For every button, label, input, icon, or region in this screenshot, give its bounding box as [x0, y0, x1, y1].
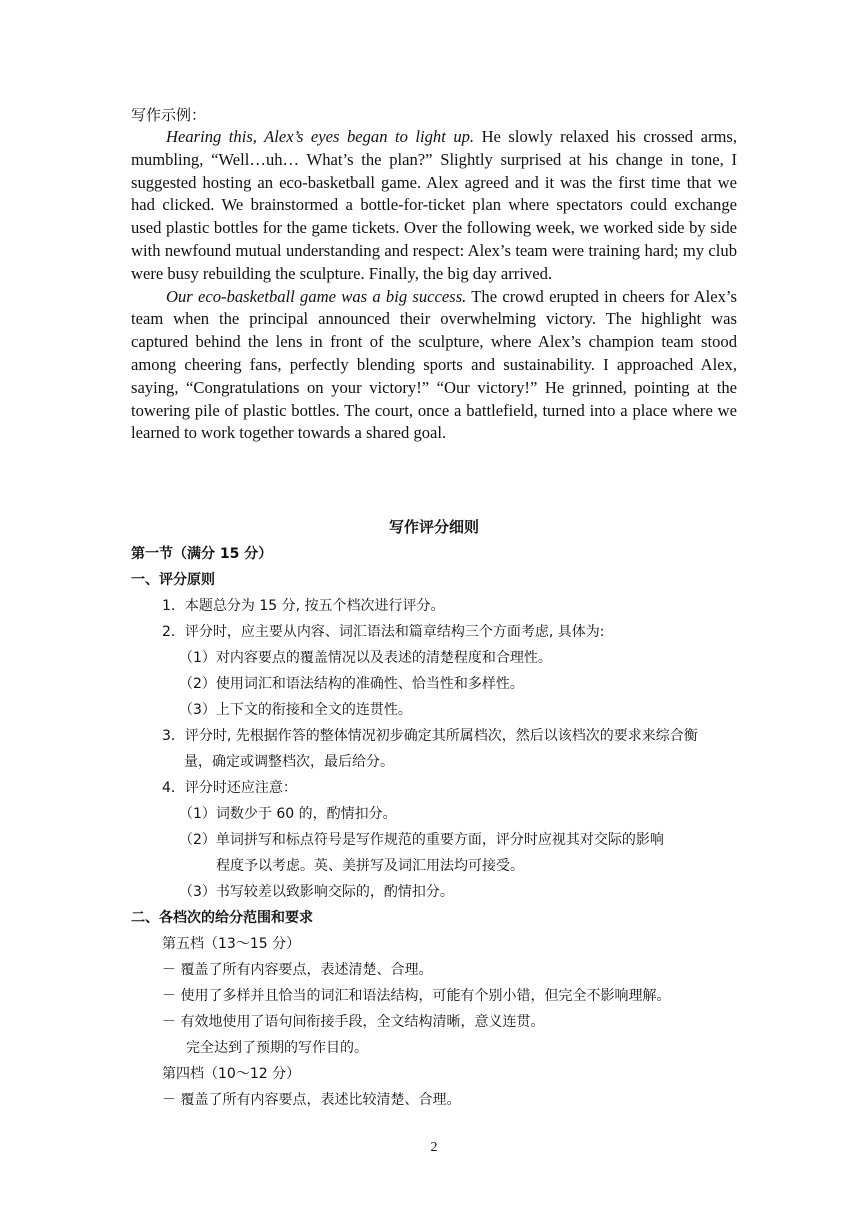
sample-essay	[131, 126, 737, 445]
sample-heading: 写作示例：	[131, 106, 207, 124]
tier-5-heading: 第五档（13～15 分）	[162, 936, 301, 952]
section-heading: 第一节（满分 15 分）	[131, 546, 273, 562]
tier-5-bullet-4: 完全达到了预期的写作目的。	[186, 1040, 368, 1056]
tier-4-heading: 第四档（10～12 分）	[162, 1066, 301, 1082]
paragraph-2-lead: Our eco-basketball game was a big success.	[166, 286, 467, 306]
part1-heading: 一、评分原则	[131, 572, 215, 588]
rule-2-item-2: （2）使用词汇和语法结构的准确性、恰当性和多样性。	[179, 676, 524, 692]
part2-heading: 二、各档次的给分范围和要求	[131, 910, 313, 926]
essay-paragraph-1	[131, 126, 737, 286]
tier-4-bullet-1: － 覆盖了所有内容要点，表述比较清楚、合理。	[162, 1092, 461, 1108]
rule-2-item-1: （1）对内容要点的覆盖情况以及表述的清楚程度和合理性。	[179, 650, 552, 666]
rule-2-item-3: （3）上下文的衔接和全文的连贯性。	[179, 702, 412, 718]
tier-5-bullet-1: － 覆盖了所有内容要点，表述清楚、合理。	[162, 962, 433, 978]
page-number: 2	[430, 1140, 438, 1155]
paragraph-2-body: The crowd erupted in cheers for Alex’s team when the principal announced their overwhelming victory. The highlight was captured behind the lens in front of the sculpture, where Alex’s champion team stood among cheering fans, perfectly blending sports and sustainability. I approached Alex, saying, “Congratulations on your victory!” “Our victory!” He grinned, pointing at the towering pile of plastic bottles. The court, once a battlefield, turned into a place where we learned to work together towards a shared goal.	[131, 286, 737, 443]
rule-1: 1．本题总分为 15 分, 按五个档次进行评分。	[162, 598, 445, 614]
rule-4-item-3: （3）书写较差以致影响交际的，酌情扣分。	[179, 884, 454, 900]
tier-5-bullet-2: － 使用了多样并且恰当的词汇和语法结构，可能有个别小错，但完全不影响理解。	[162, 988, 671, 1004]
paragraph-1-body: He slowly relaxed his crossed arms, mumbling, “Well…uh… What’s the plan?” Slightly surprised at his change in tone, I suggested hosting an eco-basketball game. Alex agreed and it was the first time that we had clicked. We brainstormed a bottle-for-ticket plan where spectators could exchange used plastic bottles for the game tickets. Over the following week, we worked side by side with newfound mutual understanding and respect: Alex’s team were training hard; my club were busy rebuilding the sculpture. Finally, the big day arrived.	[131, 127, 737, 283]
rule-2: 2．评分时，应主要从内容、词汇语法和篇章结构三个方面考虑, 具体为:	[162, 624, 605, 640]
tier-5-bullet-3: － 有效地使用了语句间衔接手段，全文结构清晰，意义连贯。	[162, 1014, 545, 1030]
essay-paragraph-2	[131, 286, 737, 446]
paragraph-1-lead: Hearing this, Alex’s eyes began to light up.	[166, 127, 475, 146]
rule-4-item-2-line-2: 程度予以考虑。英、美拼写及词汇用法均可接受。	[216, 858, 524, 874]
rule-3-line-1: 3．评分时, 先根据作答的整体情况初步确定其所属档次，然后以该档次的要求来综合衡	[162, 728, 698, 744]
rule-4-item-2-line-1: （2）单词拼写和标点符号是写作规范的重要方面，评分时应视其对交际的影响	[179, 832, 664, 848]
rubric-title: 写作评分细则	[388, 518, 479, 536]
rule-4-item-1: （1）词数少于 60 的，酌情扣分。	[179, 806, 397, 822]
rule-4: 4．评分时还应注意：	[162, 780, 297, 796]
rule-3-line-2: 量，确定或调整档次，最后给分。	[184, 754, 394, 770]
